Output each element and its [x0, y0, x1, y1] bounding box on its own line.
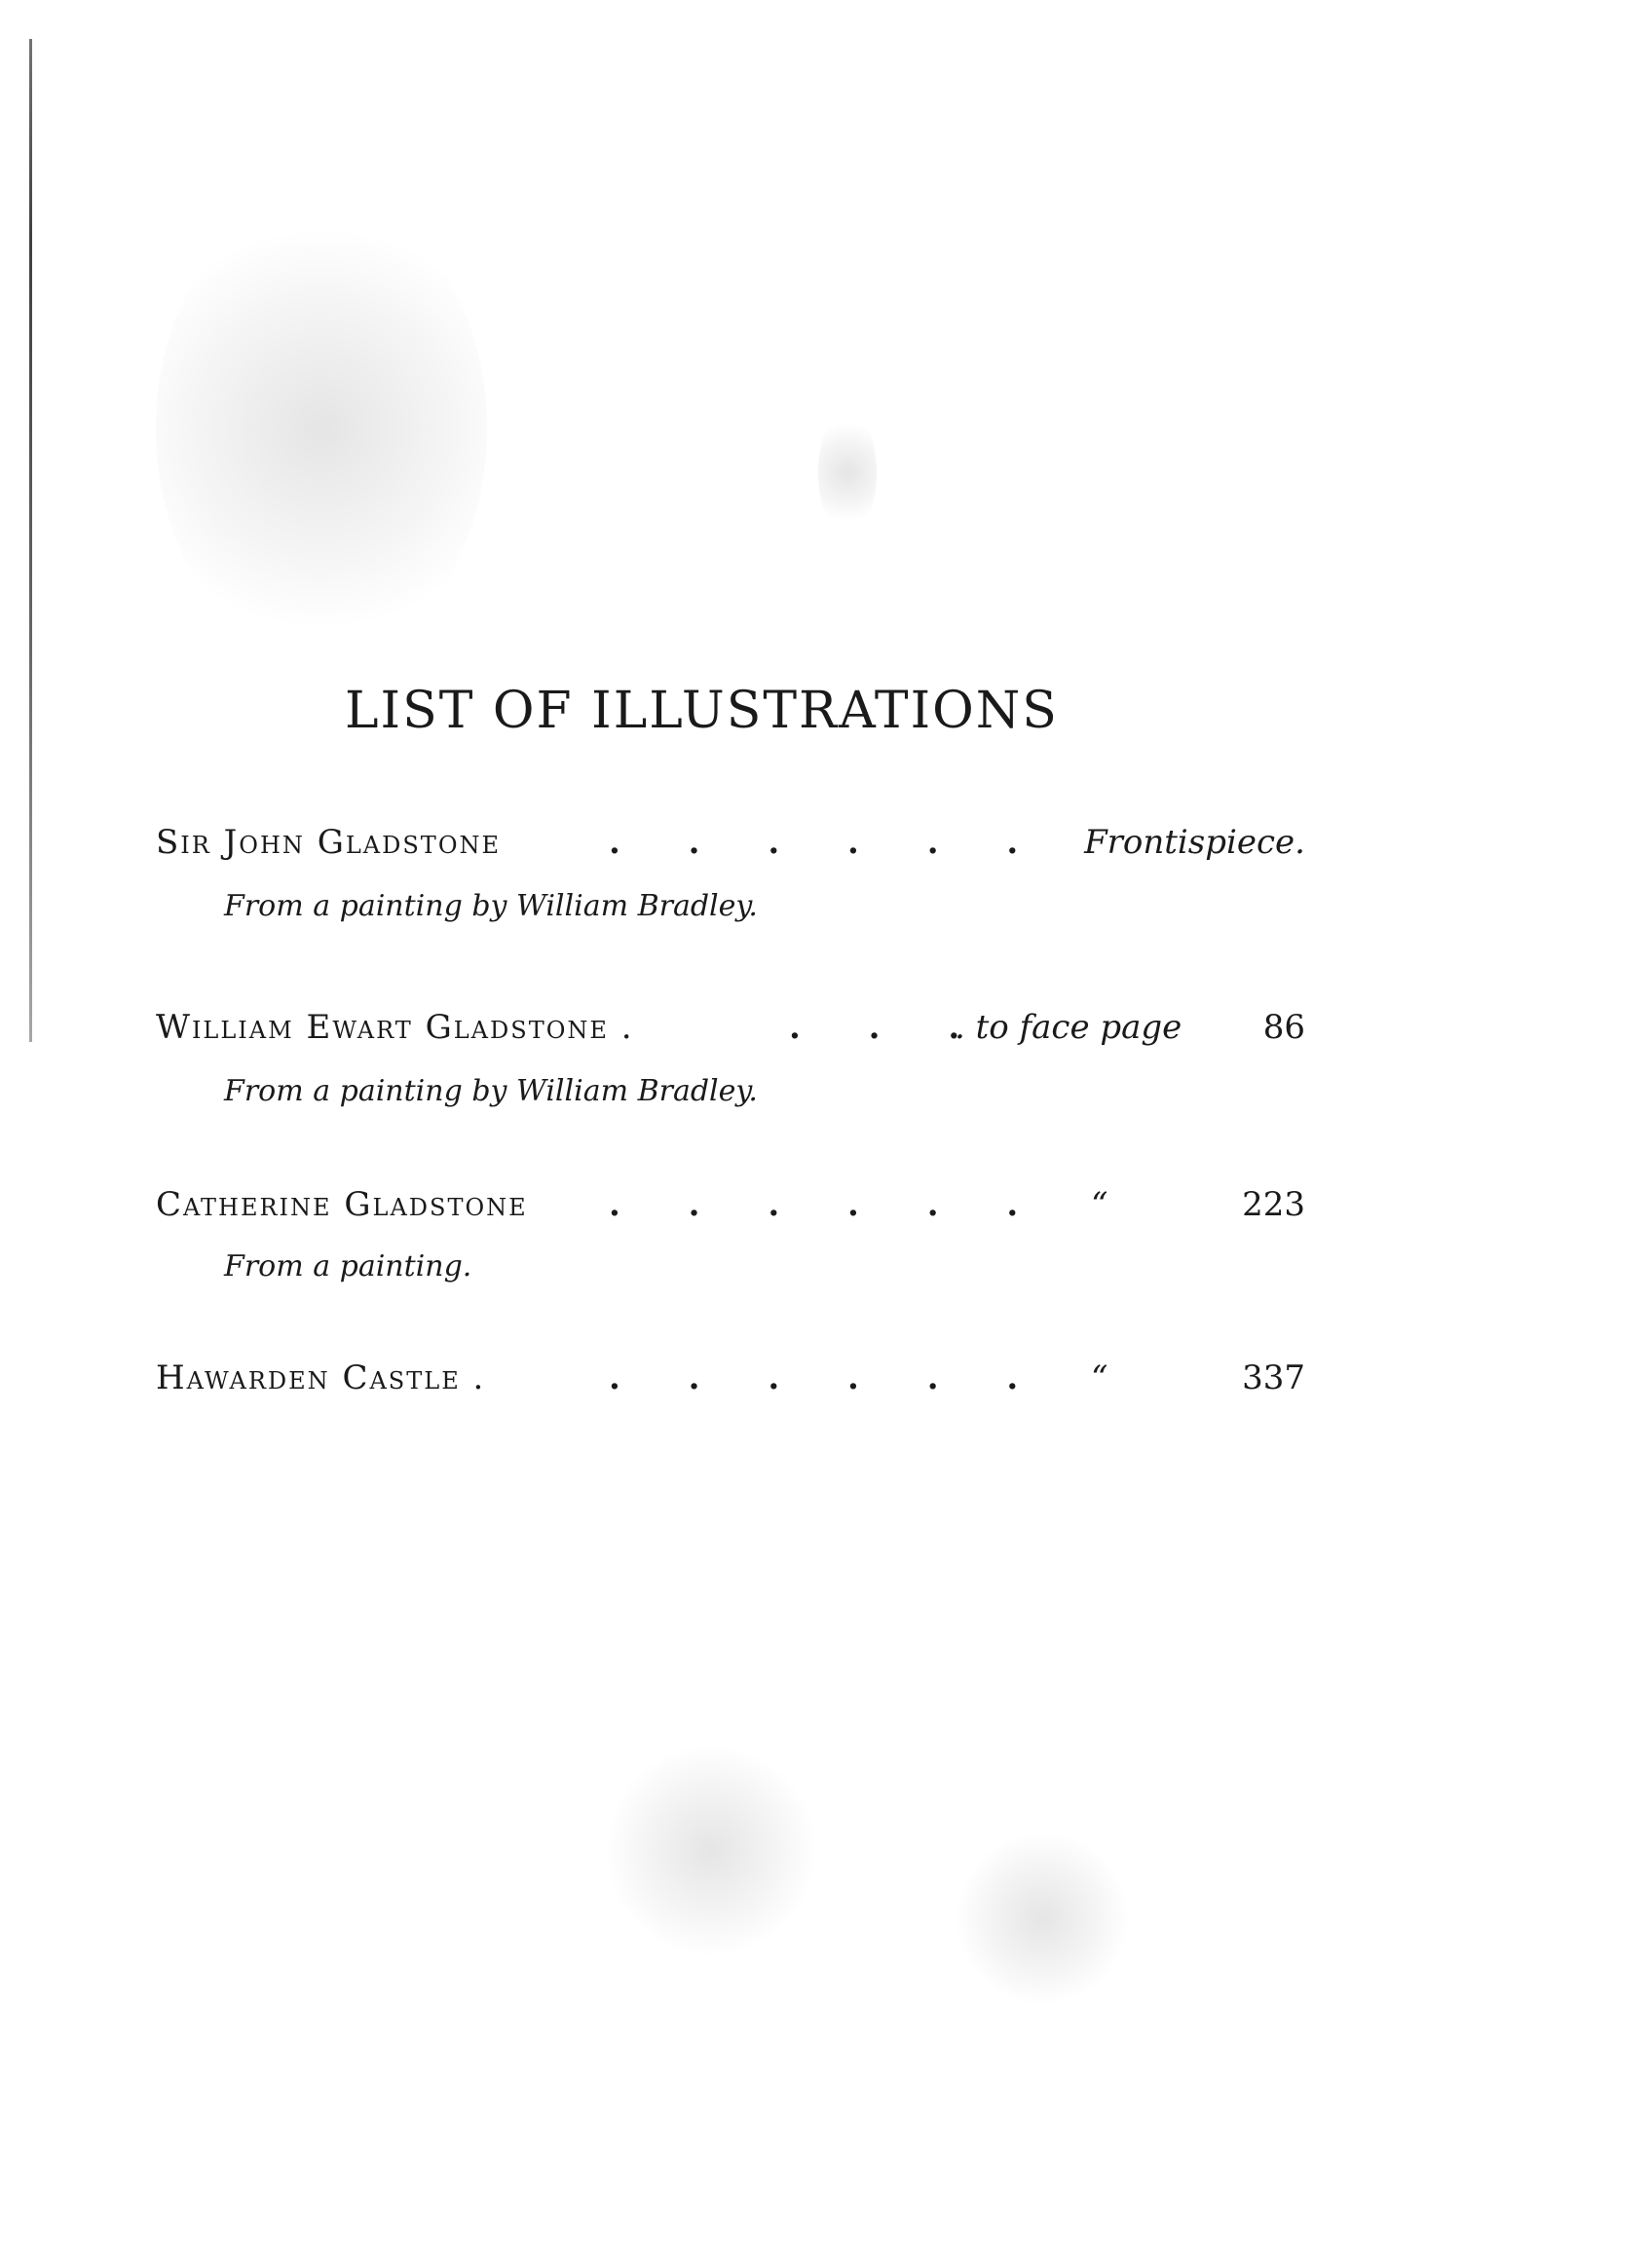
illustration-credit: From a painting.: [224, 1249, 472, 1283]
illustration-title: Sir John Gladstone: [156, 823, 502, 862]
scan-speckle: [156, 195, 487, 662]
page-number: 337: [1242, 1358, 1305, 1397]
dot-leaders: . . . . . .: [609, 823, 1019, 862]
dot-leaders: . . . . . .: [609, 1185, 1019, 1224]
ditto-mark: “: [1091, 1185, 1108, 1224]
list-item: [156, 1358, 1305, 1417]
scan-speckle: [818, 409, 877, 536]
page-title: LIST OF ILLUSTRATIONS: [345, 682, 1059, 740]
list-item: [156, 823, 1305, 881]
scan-speckle: [955, 1831, 1130, 2006]
dot-leaders: . . . . . .: [609, 1358, 1019, 1397]
scan-speckle: [604, 1743, 818, 1957]
page-number: 223: [1242, 1185, 1305, 1224]
page-number: 86: [1262, 1008, 1305, 1047]
list-item: [156, 1008, 1305, 1066]
ditto-mark: “: [1091, 1358, 1108, 1397]
illustration-credit: From a painting by William Bradley.: [224, 1074, 758, 1108]
illustration-title: Hawarden Castle .: [156, 1358, 486, 1397]
illustration-credit: From a painting by William Bradley.: [224, 889, 758, 923]
list-item: [156, 1185, 1305, 1244]
illustration-title: William Ewart Gladstone .: [156, 1008, 634, 1047]
dot-leaders: . . .: [789, 1008, 960, 1047]
page-reference: Frontispiece.: [1084, 823, 1305, 862]
illustration-title: Catherine Gladstone: [156, 1185, 528, 1224]
binding-edge-shadow: [29, 39, 32, 1042]
page-reference: . to face page: [955, 1008, 1182, 1047]
